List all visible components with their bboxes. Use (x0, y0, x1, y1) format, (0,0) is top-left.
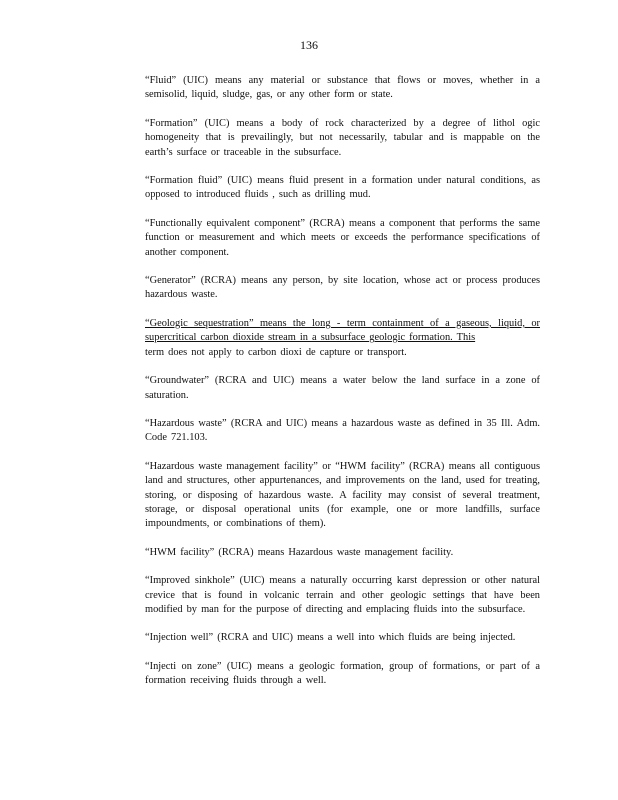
definitions-list (145, 74, 540, 703)
definition-functionally-equivalent-component: “Functionally equivalent component” (RCRA) means a component that performs the same function or measurement and which meets or exceeds the performance specifications of another component. (145, 217, 540, 258)
definition-geologic-sequestration (145, 317, 540, 360)
definition-injection-zone: “Injecti on zone” (UIC) means a geologic formation, group of formations, or part of a formation receiving fluids through a well. (145, 660, 540, 687)
definition-hazardous-waste-management-facility: “Hazardous waste management facility” or “HWM facility” (RCRA) means all contiguous land and structures, other appurtenances, and improvements on the land, used for treating, storing, or disposing of hazardous waste. A facility may consist of several treatment, storage, or disposal operational units (for example, one or more landfills, surface impoundments, or combinations of them). (145, 460, 540, 530)
definition-fluid: “Fluid” (UIC) means any material or substance that flows or moves, whether in a semisolid, liquid, sludge, gas, or any other form or state. (145, 75, 540, 101)
definition-geologic-sequestration-continuation: term does not apply to carbon dioxi de capture or transport. (145, 346, 407, 358)
definition-formation-fluid: “Formation fluid” (UIC) means fluid present in a formation under natural conditions, as opposed to introduced fluids , such as drilling mud. (145, 175, 540, 201)
definition-groundwater: “Groundwater” (RCRA and UIC) means a water below the land surface in a zone of saturation. (145, 375, 540, 401)
definition-injection-well: “Injection well” (RCRA and UIC) means a well into which fluids are being injected. (145, 632, 516, 644)
page-number: 136 (300, 38, 318, 52)
definition-geologic-sequestration-underlined: “Geologic sequestration” means the long - term containment of a gaseous, liquid, or supercritical carbon dioxide stream in a subsurface geologic formation. This (145, 317, 540, 344)
definition-generator: “Generator” (RCRA) means any person, by site location, whose act or process produces hazardous waste. (145, 275, 540, 301)
definition-formation: “Formation” (UIC) means a body of rock characterized by a degree of lithol ogic homogeneity that is prevailingly, but not necessarily, tabular and is mappable on the earth’s surface or traceable in the subsurface. (145, 117, 540, 158)
definition-hwm-facility: “HWM facility” (RCRA) means Hazardous waste management facility. (145, 546, 454, 558)
definition-hazardous-waste: “Hazardous waste” (RCRA and UIC) means a hazardous waste as defined in 35 Ill. Adm. Code 721.103. (145, 417, 540, 444)
definition-improved-sinkhole: “Improved sinkhole” (UIC) means a naturally occurring karst depression or other natural crevice that is found in volcanic terrain and other geologic settings that have been modified by man for the purpose of directing and emplacing fluids into the subsurface. (145, 575, 540, 615)
